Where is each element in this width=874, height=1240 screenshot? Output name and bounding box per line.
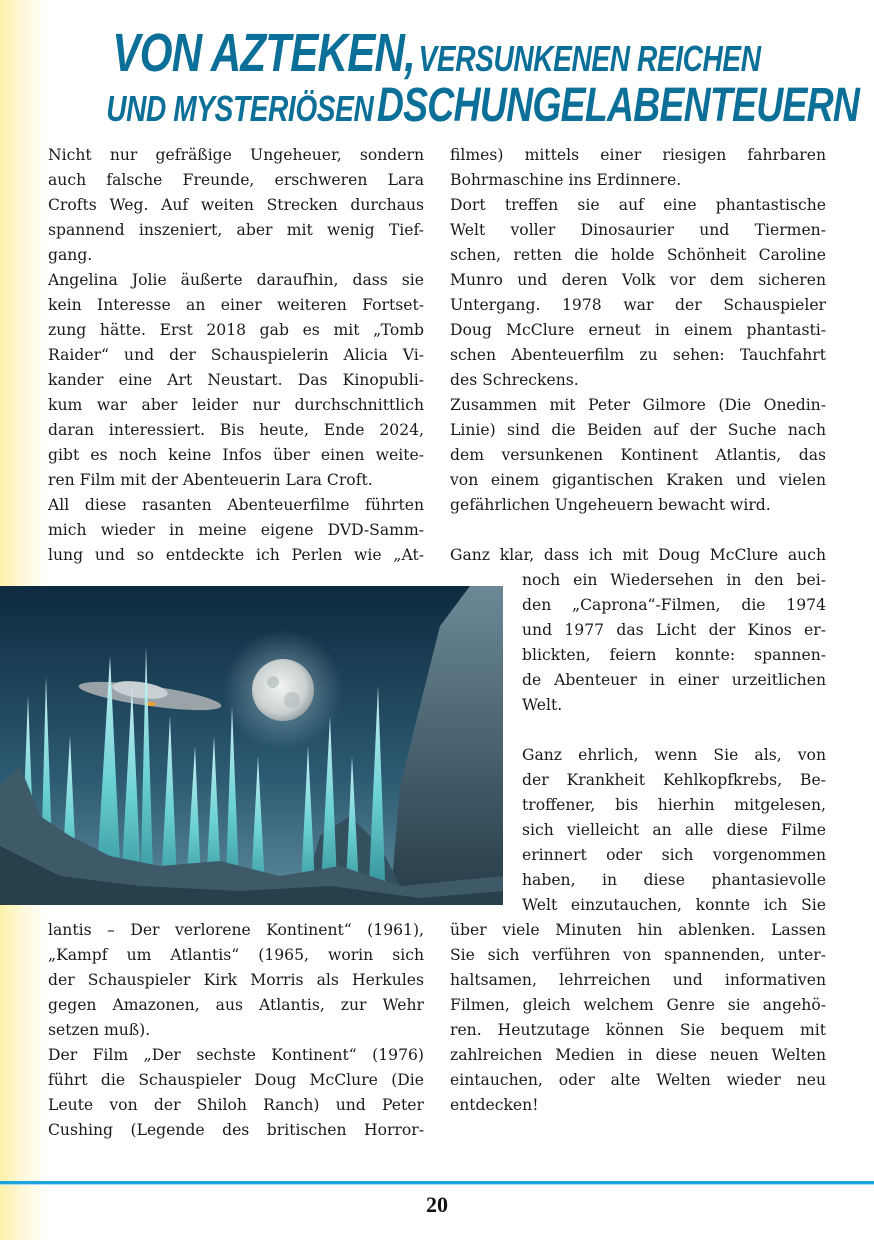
text-line: blickten, feiern konnte: spannen- <box>522 646 826 664</box>
text-line: setzen muß). <box>48 1021 151 1039</box>
text-line: ren. Heutzutage können Sie bequem mit <box>450 1021 826 1039</box>
text-line: noch ein Wiedersehen in den bei- <box>522 571 826 589</box>
text-line: führt die Schauspieler Doug McClure (Die <box>48 1071 424 1089</box>
text-line: Linie) sind die Beiden auf der Suche nach <box>450 421 826 439</box>
text-line: über viele Minuten hin ablenken. Lassen <box>450 921 826 939</box>
text-line: Welt. <box>522 696 563 714</box>
text-line: zung hätte. Erst 2018 gab es mit „Tomb <box>48 321 424 339</box>
text-line: daran interessiert. Bis heute, Ende 2024, <box>48 421 424 439</box>
text-line: Crofts Weg. Auf weiten Strecken durchaus <box>48 196 424 214</box>
text-line: Nicht nur gefräßige Ungeheuer, sondern <box>48 146 424 164</box>
text-line: All diese rasanten Abenteuerfilme führten <box>48 496 424 514</box>
text-line: auch falsche Freunde, erschweren Lara <box>48 171 424 189</box>
text-line: Angelina Jolie äußerte daraufhin, dass sie <box>48 271 424 289</box>
text-line: Der Film „Der sechste Kontinent“ (1976) <box>48 1046 424 1064</box>
text-line: Welt voller Dinosaurier und Tiermen- <box>450 221 826 239</box>
text-line: den „Caprona“-Filmen, die 1974 <box>522 596 826 614</box>
headline-small-1: VERSUNKENEN REICHEN <box>419 38 762 79</box>
text-line: gang. <box>48 246 93 264</box>
headline-line-2 <box>0 78 874 133</box>
text-line: Cushing (Legende des britischen Horror- <box>48 1121 424 1139</box>
text-line: schen, retten die holde Schönheit Caroline <box>450 246 826 264</box>
text-line: kum war aber leider nur durchschnittlich <box>48 396 424 414</box>
headline-small-2: UND MYSTERIÖSEN <box>106 88 374 129</box>
text-line: dem versunkenen Kontinent Atlantis, das <box>450 446 826 464</box>
text-line: haltsamen, lehrreichen und informativen <box>450 971 826 989</box>
text-line: Welt einzutauchen, konnte ich Sie <box>522 896 826 914</box>
page-number: 20 <box>426 1192 448 1217</box>
text-line: filmes) mittels einer riesigen fahrbaren <box>450 146 826 164</box>
text-line: kander eine Art Neustart. Das Kinopubli- <box>48 371 424 389</box>
text-line: gefährlichen Ungeheuern bewacht wird. <box>450 496 771 514</box>
text-line: Dort treffen sie auf eine phantastische <box>450 196 826 214</box>
text-line: spannend inszeniert, aber mit wenig Tief- <box>48 221 424 239</box>
text-line: kein Interesse an einer weiteren Fortset- <box>48 296 424 314</box>
right-column <box>450 143 826 1118</box>
blank-line <box>450 718 826 743</box>
headline-big-1: VON AZTEKEN, <box>112 23 416 83</box>
text-line: gibt es noch keine Infos über einen weite- <box>48 446 424 464</box>
blank-line <box>450 518 826 543</box>
text-line: Bohrmaschine ins Erdinnere. <box>450 171 682 189</box>
text-line: und 1977 das Licht der Kinos er- <box>522 621 826 639</box>
text-line: Munro und deren Volk vor dem sicheren <box>450 271 826 289</box>
illustration-crystal-landscape-ufo <box>0 586 503 905</box>
text-line: lantis – Der verlorene Kontinent“ (1961), <box>48 921 424 939</box>
text-line: Ganz klar, dass ich mit Doug McClure auch <box>450 546 826 564</box>
text-line: eintauchen, oder alte Welten wieder neu <box>450 1071 826 1089</box>
text-line: schen Abenteuerfilm zu sehen: Tauchfahrt <box>450 346 826 364</box>
text-line: Leute von der Shiloh Ranch) und Peter <box>48 1096 424 1114</box>
text-line: entdecken! <box>450 1096 539 1114</box>
text-line: der Krankheit Kehlkopfkrebs, Be- <box>522 771 826 789</box>
text-line: des Schreckens. <box>450 371 579 389</box>
text-line: mich wieder in meine eigene DVD-Samm- <box>48 521 424 539</box>
footer-rule-highlight <box>0 1184 874 1185</box>
text-line: Doug McClure erneut in einem phantasti- <box>450 321 826 339</box>
text-line: Untergang. 1978 war der Schauspieler <box>450 296 826 314</box>
text-line: „Kampf um Atlantis“ (1965, worin sich <box>48 946 424 964</box>
text-line: troffener, bis hierhin mitgelesen, <box>522 796 826 814</box>
text-line: sich vielleicht an alle diese Filme <box>522 821 826 839</box>
text-line: Sie sich verführen von spannenden, unter- <box>450 946 826 964</box>
text-line: haben, in diese phantasievolle <box>522 871 826 889</box>
text-line: Ganz ehrlich, wenn Sie als, von <box>522 746 826 764</box>
text-line: Filmen, gleich welchem Genre sie angehö- <box>450 996 826 1014</box>
text-line: ren Film mit der Abenteuerin Lara Croft. <box>48 471 373 489</box>
text-line: gegen Amazonen, aus Atlantis, zur Wehr <box>48 996 424 1014</box>
text-line: lung und so entdeckte ich Perlen wie „At- <box>48 546 424 564</box>
text-line: der Schauspieler Kirk Morris als Herkules <box>48 971 424 989</box>
text-line: Raider“ und der Schauspielerin Alicia Vi- <box>48 346 424 364</box>
headline-line-1 <box>0 22 874 84</box>
headline-big-2: DSCHUNGELABENTEUERN <box>376 79 860 132</box>
text-line: erinnert oder sich vorgenommen <box>522 846 826 864</box>
text-line: Zusammen mit Peter Gilmore (Die Onedin- <box>450 396 826 414</box>
text-line: von einem gigantischen Kraken und vielen <box>450 471 826 489</box>
text-line: de Abenteuer in einer urzeitlichen <box>522 671 826 689</box>
moon <box>252 659 314 721</box>
text-line: zahlreichen Medien in diese neuen Welten <box>450 1046 826 1064</box>
